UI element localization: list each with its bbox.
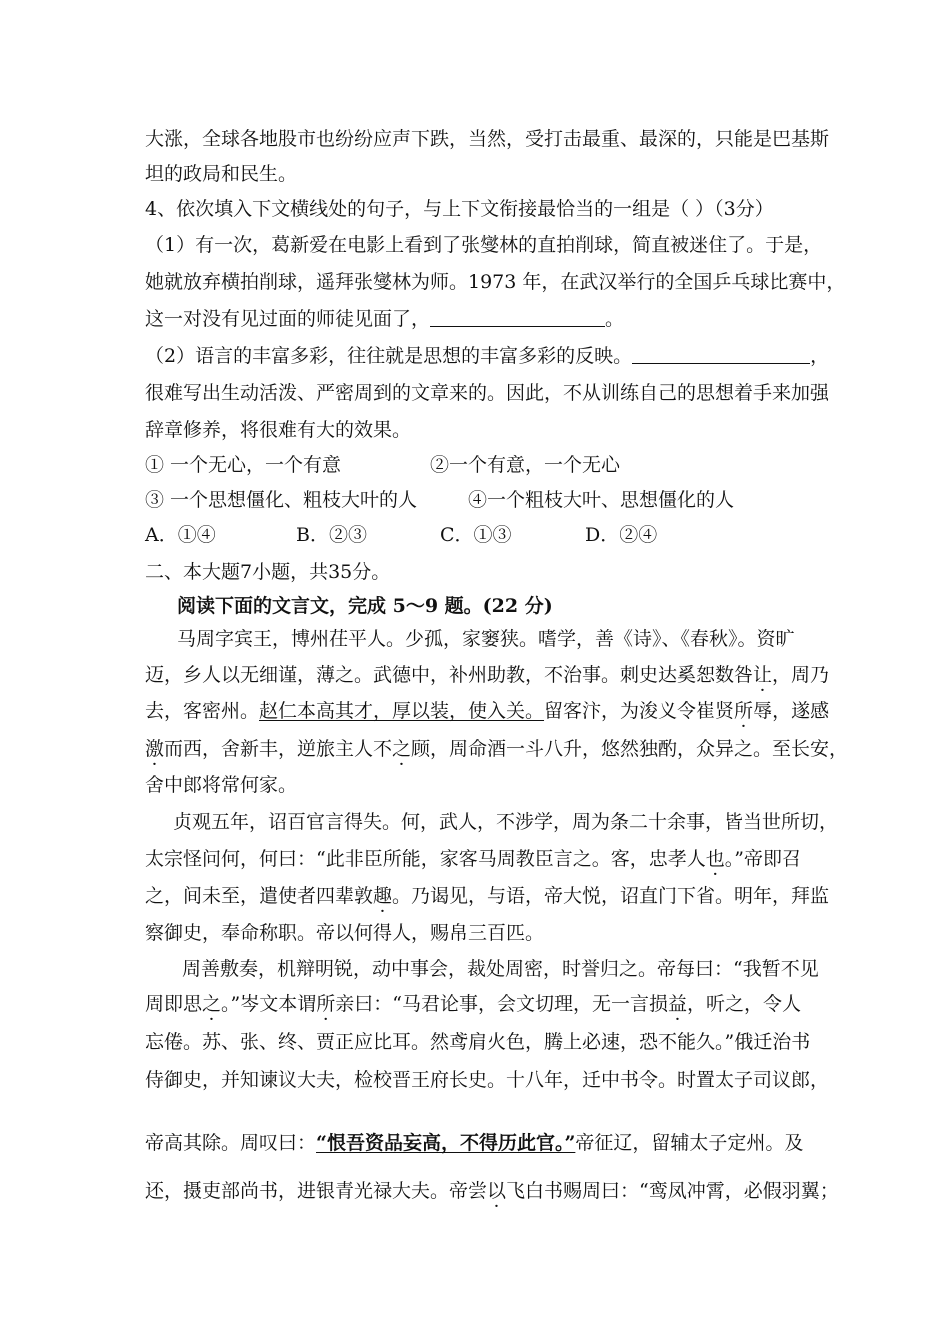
wenyan-text: ，听之，令人 [687, 993, 802, 1015]
wenyan-text: 周即思 [145, 993, 203, 1015]
wenyan-line-11 [145, 992, 801, 1016]
emphasis-char: 趣 [373, 885, 393, 907]
option-1: ① 一个无心，一个有意 [145, 454, 342, 476]
wenyan-line-2 [145, 663, 829, 687]
para1-text: 这一对没有见过面的师徒见面了， [145, 308, 431, 330]
wenyan-line-12: 忘倦。苏、张、终、贾正应比耳。然鸢肩火色，腾上必速，恐不能久。”俄迁治书 [145, 1031, 811, 1053]
wenyan-text: 迈，乡人以无细谨，薄之。武德中，补州助教，不治事。刺史达奚恕数咎 [145, 664, 754, 686]
passage-top-line-2: 坦的政局和民生。 [145, 163, 298, 185]
wenyan-line-14 [145, 1131, 803, 1155]
wenyan-text: 。”岑文本谓 [221, 993, 317, 1015]
question-4-para2-line2: 很难写出生动活泼、严密周到的文章来的。因此，不从训练自己的思想着手来加强 [145, 382, 830, 404]
wenyan-line-9: 察御史，奉命称职。帝以何得人，赐帛三百匹。 [145, 922, 545, 944]
wenyan-text: 亲曰：“马君论事，会文切理，无一言损 [335, 993, 668, 1015]
wenyan-line-7 [145, 847, 801, 871]
option-2: ②一个有意，一个无心 [430, 454, 621, 476]
para2-comma: ， [810, 345, 830, 367]
wenyan-line-4 [145, 737, 848, 761]
passage-top-line-1: 大涨，全球各地股市也纷纷应声下跌，当然，受打击最重、最深的，只能是巴基斯 [145, 128, 830, 150]
underlined-sentence: 赵仁本高其才，厚以装，使入关。 [259, 700, 545, 722]
wenyan-text: 。乃谒见，与语，帝大悦，诏直门下省。明年，拜监 [392, 885, 830, 907]
question-4-para1-line1: （1）有一次，葛新爱在电影上看到了张燮林的直拍削球，简直被迷住了。于是， [145, 234, 823, 256]
wenyan-text: 。”帝即召 [724, 848, 801, 870]
emphasis-char: 所 [734, 700, 754, 722]
wenyan-line-6: 贞观五年，诏百官言得失。何，武人，不涉学，周为条二十余事，皆当世所切， [173, 811, 839, 833]
fill-blank-2 [632, 345, 810, 364]
emphasis-char: 以 [487, 1180, 507, 1202]
wenyan-text: 飞白书赐周曰：“鸾凤冲霄，必假羽翼； [506, 1180, 839, 1202]
choice-d: D．②④ [585, 524, 658, 546]
option-3: ③ 一个思想僵化、粗枝大叶的人 [145, 489, 418, 511]
wenyan-text: 去，客密州。 [145, 700, 260, 722]
emphasis-char: 所 [316, 993, 336, 1015]
emphasis-char: 之 [392, 738, 412, 760]
wenyan-text: 留客汴，为浚义令崔贤 [544, 700, 735, 722]
wenyan-text: 帝高其除。周叹曰： [145, 1132, 317, 1154]
wenyan-line-13: 侍御史，并知谏议大夫，检校晋王府长史。十八年，迁中书令。时置太子司议郎， [145, 1069, 830, 1091]
choice-a: A．①④ [145, 524, 216, 546]
emphasis-char: 益 [667, 993, 687, 1015]
emphasis-char: 之 [202, 993, 222, 1015]
question-4-para1-line2: 她就放弃横拍削球，遥拜张燮林为师。1973 年，在武汉举行的全国乒乓球比赛中， [145, 271, 846, 293]
section-2-instruction: 阅读下面的文言文，完成 5～9 题。(22 分) [177, 595, 553, 617]
fill-blank-1 [430, 308, 605, 327]
wenyan-line-10: 周善敷奏，机辩明锐，动中事会，裁处周密，时誉归之。帝每曰：“我暂不见 [182, 958, 819, 980]
question-4-stem: 4、依次填入下文横线处的句子，与上下文衔接最恰当的一组是（ ）（3分） [145, 198, 774, 220]
wenyan-line-8 [145, 884, 829, 908]
option-4: ④一个粗枝大叶、思想僵化的人 [468, 489, 735, 511]
question-4-para2-line3: 辞章修养，将很难有大的效果。 [145, 419, 412, 441]
wenyan-text: 顾，周命酒一斗八升，悠然独酌，众异之。至长安， [411, 738, 849, 760]
wenyan-text: 辱，遂感 [753, 700, 830, 722]
wenyan-text: 太宗怪问何，何曰：“此非臣所能，家客马周教臣言之。客，忠孝人 [145, 848, 706, 870]
emphasis-char: 激 [145, 738, 165, 760]
wenyan-text: 之，间未至，遣使者四辈敦 [145, 885, 374, 907]
choice-b: B．②③ [296, 524, 367, 546]
wenyan-text: ，周乃 [772, 664, 830, 686]
para2-text: （2）语言的丰富多彩，往往就是思想的丰富多彩的反映。 [145, 345, 633, 367]
wenyan-text: 还，摄吏部尚书，进银青光禄大夫。帝尝 [145, 1180, 488, 1202]
para1-end: 。 [605, 308, 625, 330]
question-4-para2-line1 [145, 344, 829, 368]
wenyan-text: 而西，舍新丰，逆旅主人不 [164, 738, 393, 760]
emphasis-char: 让 [753, 664, 773, 686]
section-2-heading: 二、本大题7小题，共35分。 [145, 561, 391, 583]
question-4-para1-line3 [145, 307, 624, 331]
wenyan-text: 帝征辽，留辅太子定州。及 [575, 1132, 804, 1154]
wenyan-line-15 [145, 1179, 839, 1203]
wenyan-line-3 [145, 699, 829, 723]
emphasis-char: 也 [705, 848, 725, 870]
wenyan-line-5: 舍中郎将常何家。 [145, 774, 298, 796]
wenyan-line-1: 马周字宾王，博州茌平人。少孤，家窭狭。嗜学，善《诗》、《春秋》。资旷 [177, 628, 795, 650]
choice-c: C．①③ [440, 524, 512, 546]
underlined-quote: “恨吾资品妄高，不得历此官。” [316, 1132, 576, 1154]
